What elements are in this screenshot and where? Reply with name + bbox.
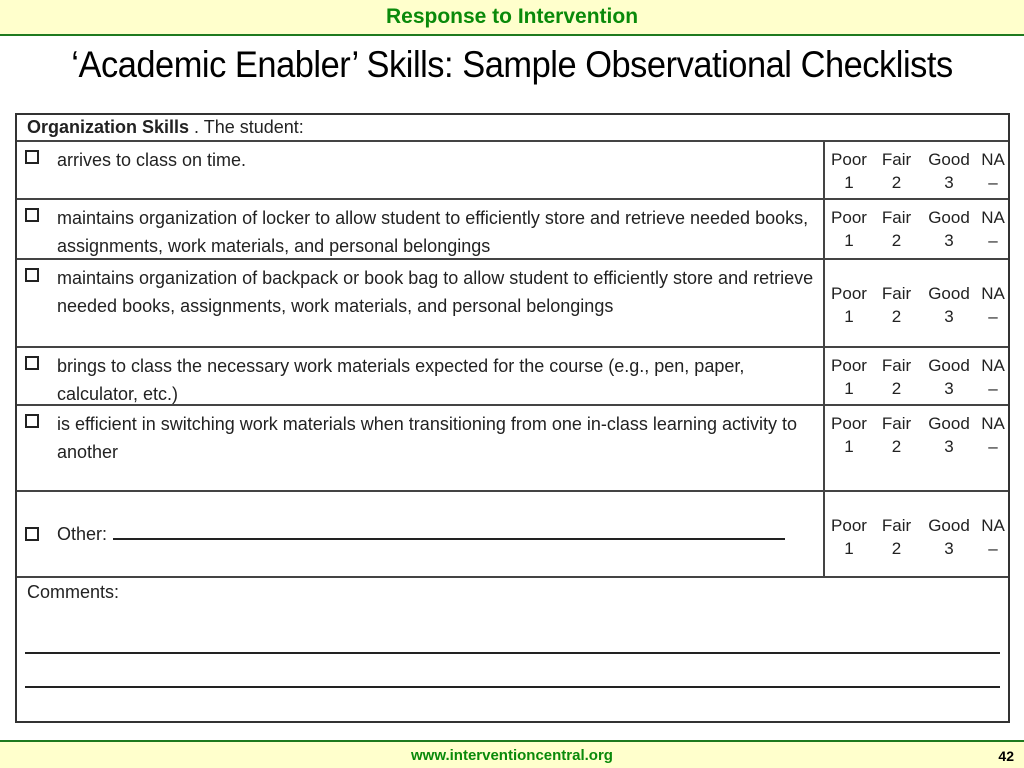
rating-scale	[825, 200, 1008, 258]
item-text: maintains organization of locker to allow student to efficiently store and retrieve needed books, assignments, work materials, and personal belongings	[57, 208, 809, 256]
rating-na-label[interactable]: NA	[981, 208, 1005, 227]
rating-fair-label[interactable]: Fair	[881, 356, 912, 375]
slide-title: ‘Academic Enabler’ Skills: Sample Observational Checklists	[71, 44, 953, 85]
rating-good-label[interactable]: Good	[928, 284, 970, 303]
checkbox-icon[interactable]	[25, 527, 39, 541]
rating-poor-value[interactable]: 1	[844, 539, 854, 558]
rating-poor-label[interactable]: Poor	[831, 208, 867, 227]
rating-na-value[interactable]: –	[988, 307, 998, 326]
checklist-item	[17, 142, 825, 198]
rating-good-value[interactable]: 3	[944, 307, 954, 326]
other-label: Other:	[57, 524, 108, 544]
rating-fair-label[interactable]: Fair	[881, 414, 912, 433]
checklist-item	[17, 406, 825, 490]
comments-line-2[interactable]	[25, 686, 1000, 688]
item-text: brings to class the necessary work materials expected for the course (e.g., pen, paper, calculator, etc.)	[57, 356, 745, 404]
rating-fair-value[interactable]: 2	[891, 539, 902, 558]
rating-poor-label[interactable]: Poor	[831, 284, 867, 303]
rating-poor-value[interactable]: 1	[844, 231, 854, 250]
rating-na-label[interactable]: NA	[981, 414, 1005, 433]
rating-scale	[825, 348, 1008, 404]
checklist-row	[17, 200, 1008, 260]
page-number: 42	[998, 748, 1014, 764]
section-suffix: . The student:	[194, 117, 304, 137]
rating-na-label[interactable]: NA	[981, 284, 1005, 303]
rating-fair-label[interactable]: Fair	[881, 208, 912, 227]
rating-good-value[interactable]: 3	[944, 173, 954, 192]
item-text: maintains organization of backpack or book bag to allow student to efficiently store and retrieve needed books, assignments, work materials, and personal belongings	[57, 268, 814, 316]
rating-good-value[interactable]: 3	[944, 231, 954, 250]
comments-section	[17, 578, 1008, 718]
rating-poor-value[interactable]: 1	[844, 437, 854, 456]
rating-fair-value[interactable]: 2	[891, 231, 902, 250]
rating-fair-label[interactable]: Fair	[881, 284, 912, 303]
rating-poor-label[interactable]: Poor	[831, 150, 867, 169]
checkbox-icon[interactable]	[25, 208, 39, 222]
rating-good-label[interactable]: Good	[928, 150, 970, 169]
rating-scale	[825, 492, 1008, 576]
checkbox-icon[interactable]	[25, 268, 39, 282]
checkbox-icon[interactable]	[25, 150, 39, 164]
rating-na-value[interactable]: –	[988, 379, 998, 398]
rating-na-value[interactable]: –	[988, 539, 998, 558]
checklist-item	[17, 348, 825, 404]
rating-good-label[interactable]: Good	[928, 208, 970, 227]
rating-good-label[interactable]: Good	[928, 356, 970, 375]
rating-poor-label[interactable]: Poor	[831, 414, 867, 433]
checkbox-icon[interactable]	[25, 414, 39, 428]
rating-na-label[interactable]: NA	[981, 516, 1005, 535]
bottom-banner	[0, 740, 1024, 768]
item-text: arrives to class on time.	[57, 150, 247, 170]
rating-good-value[interactable]: 3	[944, 539, 954, 558]
rating-fair-value[interactable]: 2	[891, 307, 902, 326]
rating-scale	[825, 142, 1008, 198]
rating-poor-label[interactable]: Poor	[831, 516, 867, 535]
section-title: Organization Skills	[27, 117, 190, 137]
rating-fair-label[interactable]: Fair	[881, 150, 912, 169]
rating-poor-value[interactable]: 1	[844, 379, 854, 398]
checklist-row	[17, 260, 1008, 348]
comments-line-1[interactable]	[25, 652, 1000, 654]
checklist-row-other	[17, 492, 1008, 578]
rating-scale	[825, 406, 1008, 490]
observational-checklist	[15, 113, 1010, 723]
rating-fair-value[interactable]: 2	[891, 379, 902, 398]
checklist-item	[17, 200, 825, 258]
rating-good-label[interactable]: Good	[928, 414, 970, 433]
rating-na-label[interactable]: NA	[981, 150, 1005, 169]
section-header	[17, 115, 1008, 142]
rating-fair-value[interactable]: 2	[891, 437, 902, 456]
rating-good-label[interactable]: Good	[928, 516, 970, 535]
banner-title: Response to Intervention	[385, 5, 639, 28]
rating-na-value[interactable]: –	[988, 173, 998, 192]
rating-fair-label[interactable]: Fair	[881, 516, 912, 535]
item-text	[57, 520, 785, 548]
checkbox-icon[interactable]	[25, 356, 39, 370]
rating-poor-value[interactable]: 1	[844, 307, 854, 326]
comments-label: Comments:	[27, 582, 120, 602]
checklist-item	[17, 492, 825, 576]
rating-na-value[interactable]: –	[988, 437, 998, 456]
checklist-row	[17, 406, 1008, 492]
top-banner	[0, 0, 1024, 36]
rating-poor-label[interactable]: Poor	[831, 356, 867, 375]
rating-good-value[interactable]: 3	[944, 437, 954, 456]
item-text: is efficient in switching work materials when transitioning from one in-class learning activity to another	[57, 414, 797, 462]
rating-na-value[interactable]: –	[988, 231, 998, 250]
rating-scale	[825, 260, 1008, 346]
rating-good-value[interactable]: 3	[944, 379, 954, 398]
checklist-row	[17, 348, 1008, 406]
rating-poor-value[interactable]: 1	[844, 173, 854, 192]
rating-na-label[interactable]: NA	[981, 356, 1005, 375]
other-write-in-line[interactable]	[113, 522, 785, 540]
checklist-row	[17, 142, 1008, 200]
footer-url[interactable]: www.interventioncentral.org	[411, 746, 613, 764]
checklist-item	[17, 260, 825, 346]
rating-fair-value[interactable]: 2	[891, 173, 902, 192]
